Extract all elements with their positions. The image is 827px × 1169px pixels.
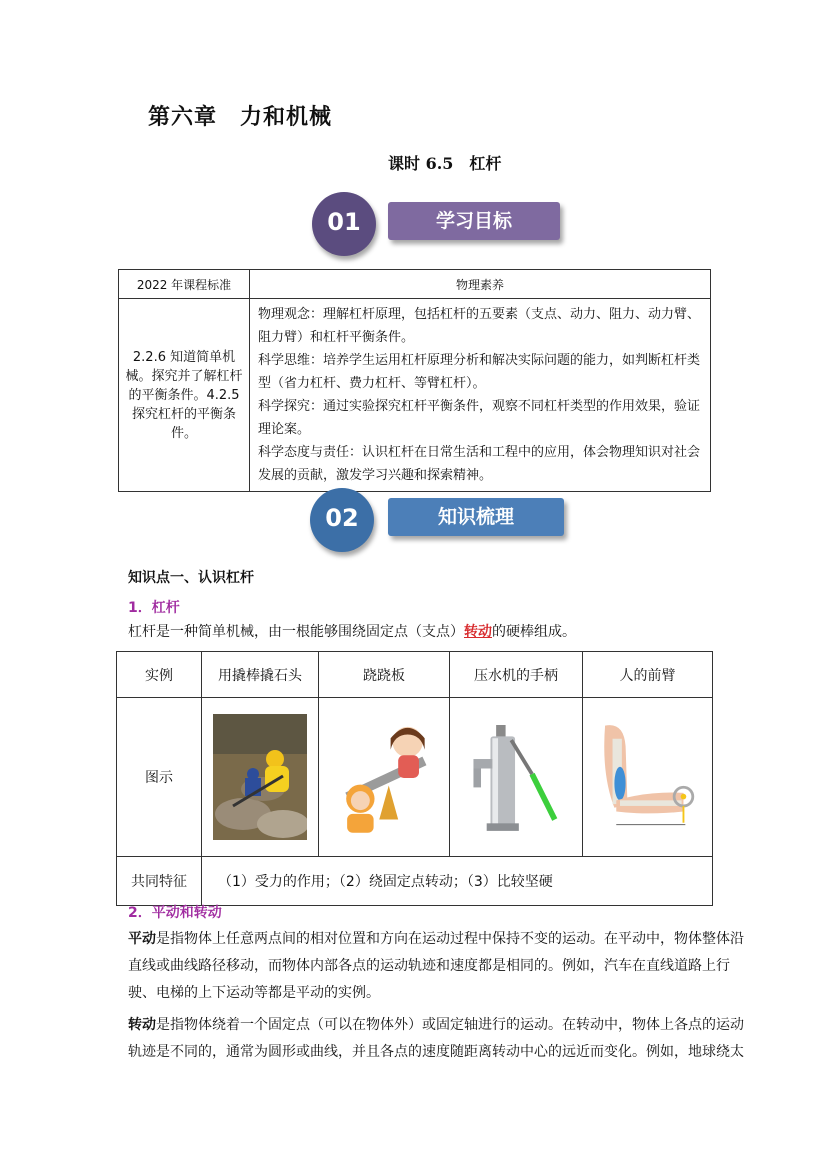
header-standard: 2022 年课程标准 (119, 270, 250, 299)
row-label-features: 共同特征 (117, 857, 202, 906)
banner-number: 01 (327, 208, 361, 236)
literacy-attitude: 科学态度与责任：认识杠杆在日常生活和工程中的应用，体会物理知识对社会发展的贡献，激发学习兴趣和探索精神。 (258, 445, 701, 483)
forearm-diagram (592, 714, 704, 840)
banner-label: 学习目标 (388, 202, 560, 240)
rotation-keyword: 转动 (128, 1017, 156, 1033)
water-pump-illustration (464, 714, 568, 840)
lesson-title: 课时 6.5 杠杆 (388, 154, 502, 173)
literacy-inquiry: 科学探究：通过实验探究杠杆平衡条件，观察不同杠杆类型的作用效果，验证理论案。 (258, 399, 701, 437)
literacy-cell (250, 299, 711, 492)
example-forearm: 人的前臂 (583, 652, 713, 698)
seesaw-image-cell (319, 698, 450, 857)
example-crowbar: 用撬棒撬石头 (202, 652, 319, 698)
example-seesaw: 跷跷板 (319, 652, 450, 698)
example-pump-handle: 压水机的手柄 (450, 652, 583, 698)
translation-text: 是指物体上任意两点间的相对位置和方向在运动过程中保持不变的运动。在平动中，物体整体沿直线或曲线路径移动，而物体内部各点的运动轨迹和速度都是相同的。例如，汽车在直线道路上行驶、电梯的上下运动等都是平动的实例。 (128, 931, 744, 1001)
literacy-concept: 物理观念：理解杠杆原理，包括杠杆的五要素（支点、动力、阻力、动力臂、阻力臂）和杠杆平衡条件。 (258, 307, 701, 345)
standards-table (118, 269, 711, 492)
banner-learning-goals (312, 192, 564, 256)
standards-text: 2.2.6 知道简单机械。探究并了解杠杆的平衡条件。4.2.5 探究杠杆的平衡条件。 (125, 349, 243, 441)
crowbar-image-cell (202, 698, 319, 857)
pump-image-cell (450, 698, 583, 857)
banner-number: 02 (325, 504, 359, 532)
header-literacy: 物理素养 (250, 270, 711, 299)
row-label-example: 实例 (117, 652, 202, 698)
rotation-text: 是指物体绕着一个固定点（可以在物体外）或固定轴进行的运动。在转动中，物体上各点的运动轨迹是不同的，通常为圆形或曲线，并且各点的速度随距离转动中心的远近而变化。例如，地球绕太 (128, 1017, 744, 1060)
crowbar-photo (213, 714, 307, 840)
chapter-title: 第六章 力和机械 (148, 104, 333, 130)
definition-text-end: 的硬棒组成。 (492, 624, 576, 640)
banner-label: 知识梳理 (388, 498, 564, 536)
forearm-image-cell (583, 698, 713, 857)
seesaw-illustration (332, 714, 436, 840)
common-features: （1）受力的作用；（2）绕固定点转动；（3）比较坚硬 (202, 857, 713, 906)
banner-number-badge (310, 488, 374, 552)
standards-cell (119, 299, 250, 492)
examples-table (116, 651, 713, 906)
subheading-lever: 1．杠杆 (128, 600, 180, 616)
subheading-motion: 2．平动和转动 (128, 905, 222, 921)
banner-number-badge (312, 192, 376, 256)
literacy-thinking: 科学思维：培养学生运用杠杆原理分析和解决实际问题的能力，如判断杠杆类型（省力杠杆、费力杠杆、等臂杠杆）。 (258, 353, 701, 391)
rotation-paragraph (128, 1012, 756, 1066)
banner-knowledge (310, 488, 566, 552)
knowledge-point-heading: 知识点一、认识杠杆 (128, 570, 254, 586)
definition-text: 杠杆是一种简单机械，由一根能够围绕固定点（支点） (128, 624, 464, 640)
lever-definition (128, 619, 576, 646)
row-label-image: 图示 (117, 698, 202, 857)
translation-paragraph (128, 926, 756, 1007)
translation-keyword: 平动 (128, 931, 156, 947)
definition-keyword: 转动 (464, 624, 492, 640)
